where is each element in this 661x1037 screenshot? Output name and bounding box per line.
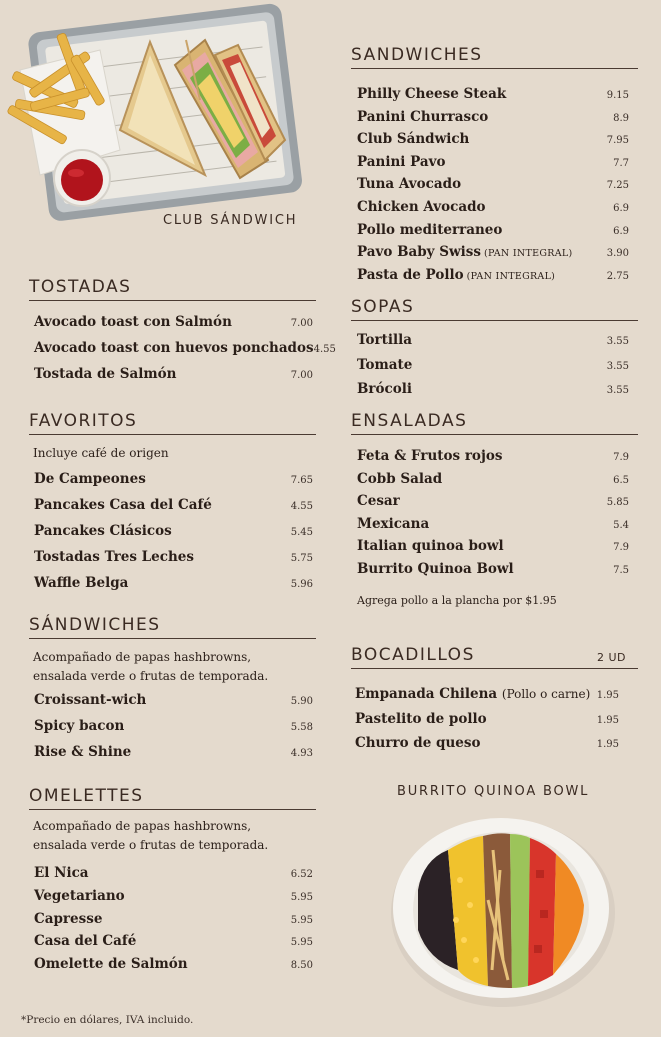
sandwiches-es-title: SÁNDWICHES (29, 615, 161, 635)
item-name: Philly Cheese Steak (357, 86, 507, 102)
item-name: Cobb Salad (357, 470, 443, 487)
item-name: El Nica (34, 865, 89, 881)
item-name: Panini Churrasco (357, 108, 489, 125)
item-name: Chicken Avocado (357, 198, 486, 215)
list-item (34, 692, 313, 718)
list-item (357, 471, 629, 494)
item-name: Brócoli (357, 381, 413, 397)
list-item (357, 176, 629, 199)
desc-line: ensalada verde o frutas de temporada. (33, 838, 269, 852)
item-name: Panini Pavo (357, 153, 446, 170)
item-note: (PAN INTEGRAL) (483, 248, 573, 260)
bocadillos-list (355, 686, 619, 760)
ensaladas-note: Agrega pollo a la plancha por $1.95 (357, 594, 557, 607)
item-price: 4.93 (290, 748, 313, 759)
item-price: 5.95 (290, 891, 313, 903)
list-item (357, 538, 629, 561)
item-name: Pastelito de pollo (355, 710, 487, 727)
burrito-bowl-photo (388, 810, 618, 1010)
item-price: 3.55 (606, 336, 629, 347)
item-name: Burrito Quinoa Bowl (357, 560, 514, 577)
item-price: 9.15 (606, 90, 629, 101)
sandwiches-list (357, 86, 629, 289)
item-price: 7.25 (606, 180, 629, 192)
item-name: Tuna Avocado (357, 176, 462, 193)
item-name: Capresse (34, 910, 103, 927)
item-name: Mexicana (357, 515, 430, 532)
club-sandwich-photo (0, 0, 310, 230)
list-item (34, 523, 313, 549)
sandwiches-es-list (34, 692, 313, 770)
list-item (357, 448, 629, 471)
item-price: 7.9 (613, 452, 629, 463)
item-price: 2.75 (606, 270, 629, 282)
list-item (357, 109, 629, 132)
item-price: 6.9 (613, 225, 629, 237)
item-name: Pollo mediterraneo (357, 221, 503, 238)
item-price: 4.55 (290, 501, 313, 512)
omelettes-desc (33, 817, 268, 855)
list-item (34, 366, 313, 392)
favoritos-desc: Incluye café de origen (33, 446, 169, 460)
item-sub: (Pollo o carne) (501, 687, 591, 701)
burrito-bowl-caption: BURRITO QUINOA BOWL (397, 784, 590, 799)
sandwiches-es-desc (33, 648, 268, 686)
item-name: Club Sándwich (357, 131, 470, 148)
item-name: Waffle Belga (34, 575, 129, 591)
item-price: 7.00 (290, 318, 313, 329)
item-price: 8.50 (290, 960, 313, 972)
favoritos-title: FAVORITOS (29, 411, 138, 431)
tostadas-title: TOSTADAS (29, 277, 132, 297)
list-item (357, 154, 629, 177)
item-name: Rise & Shine (34, 744, 132, 760)
list-item (355, 711, 619, 736)
list-item (355, 735, 619, 760)
list-item (34, 911, 313, 934)
omelettes-list (34, 865, 313, 979)
item-price: 6.52 (290, 869, 313, 880)
omelettes-title: OMELETTES (29, 786, 144, 806)
item-price: 5.96 (290, 579, 313, 590)
item-name: Tomate (357, 356, 413, 373)
list-item (357, 222, 629, 245)
ensaladas-list (357, 448, 629, 584)
item-note: (PAN INTEGRAL) (466, 270, 556, 282)
item-price: 6.5 (613, 474, 629, 486)
list-item (34, 340, 336, 366)
section-title-sopas (351, 297, 638, 321)
list-item (357, 131, 629, 154)
item-name: Vegetariano (34, 887, 125, 904)
list-item (34, 314, 313, 340)
item-name: Pavo Baby Swiss (PAN INTEGRAL) (357, 244, 573, 261)
item-price: 1.95 (596, 739, 619, 750)
item-name: Pancakes Casa del Café (34, 497, 212, 513)
list-item (357, 244, 629, 267)
item-price: 5.58 (290, 722, 313, 733)
item-price: 5.85 (606, 497, 629, 509)
tostadas-list (34, 314, 336, 392)
item-name: Churro de queso (355, 735, 481, 751)
list-item (34, 744, 313, 770)
list-item (357, 516, 629, 539)
list-item (34, 575, 313, 601)
section-title-ensaladas (351, 411, 638, 435)
desc-line: Acompañado de papas hashbrowns, (33, 819, 252, 833)
list-item (34, 865, 313, 888)
item-name: Pancakes Clásicos (34, 523, 172, 539)
section-title-bocadillos (351, 645, 638, 669)
section-title-tostadas (29, 277, 316, 301)
list-item (357, 493, 629, 516)
item-price: 4.55 (313, 344, 336, 355)
bocadillos-title: BOCADILLOS (351, 645, 475, 665)
sopas-title: SOPAS (351, 297, 415, 317)
item-name: Spicy bacon (34, 718, 125, 734)
item-price: 7.5 (613, 564, 629, 576)
item-name: Croissant-wich (34, 692, 147, 708)
item-price: 5.90 (290, 696, 313, 707)
list-item (34, 497, 313, 523)
item-price: 5.75 (290, 553, 313, 564)
club-sandwich-caption: CLUB SÁNDWICH (163, 213, 298, 228)
list-item (34, 718, 313, 744)
item-name: Pasta de Pollo (PAN INTEGRAL) (357, 266, 556, 283)
list-item (357, 332, 629, 357)
list-item (34, 933, 313, 956)
list-item (355, 686, 619, 711)
item-name: Avocado toast con huevos ponchados (34, 340, 314, 356)
item-name: Tortilla (357, 332, 412, 348)
desc-line: ensalada verde o frutas de temporada. (33, 669, 269, 683)
item-name: Tostadas Tres Leches (34, 549, 194, 565)
item-name: Casa del Café (34, 933, 137, 950)
list-item (357, 561, 629, 584)
item-price: 1.95 (596, 690, 619, 701)
item-price: 7.9 (613, 542, 629, 554)
list-item (357, 86, 629, 109)
desc-line: Acompañado de papas hashbrowns, (33, 650, 252, 664)
list-item (34, 549, 313, 575)
item-price: 6.9 (613, 202, 629, 214)
section-title-sandwiches (351, 45, 638, 69)
item-price: 7.95 (606, 135, 629, 147)
item-name: Feta & Frutos rojos (357, 448, 503, 464)
list-item (357, 199, 629, 222)
item-price: 7.7 (613, 157, 629, 169)
item-price: 3.55 (606, 360, 629, 372)
favoritos-list (34, 471, 313, 601)
list-item (34, 471, 313, 497)
item-price: 7.65 (290, 475, 313, 486)
item-price: 3.55 (606, 385, 629, 396)
item-price: 7.00 (290, 370, 313, 381)
section-title-favoritos (29, 411, 316, 435)
item-price: 5.95 (290, 914, 313, 926)
item-name: Cesar (357, 493, 400, 510)
sopas-list (357, 332, 629, 406)
item-name: Empanada Chilena (Pollo o carne) (355, 686, 591, 702)
sandwiches-title: SANDWICHES (351, 45, 483, 65)
price-footnote: *Precio en dólares, IVA incluido. (21, 1014, 194, 1026)
list-item (34, 956, 313, 979)
item-price: 1.95 (596, 714, 619, 726)
list-item (357, 267, 629, 290)
item-name: Italian quinoa bowl (357, 538, 504, 555)
item-price: 8.9 (613, 112, 629, 124)
item-price: 5.4 (613, 519, 629, 531)
item-price: 5.45 (290, 527, 313, 538)
item-name: Avocado toast con Salmón (34, 314, 232, 330)
item-name: Omelette de Salmón (34, 956, 188, 973)
list-item (357, 357, 629, 382)
section-title-omelettes (29, 786, 316, 810)
ensaladas-title: ENSALADAS (351, 411, 468, 431)
item-price: 5.95 (290, 937, 313, 949)
bocadillos-units: 2 UD (596, 651, 626, 664)
list-item (357, 381, 629, 406)
list-item (34, 888, 313, 911)
item-price: 3.90 (606, 248, 629, 260)
item-name: De Campeones (34, 471, 146, 487)
item-name: Tostada de Salmón (34, 366, 177, 382)
section-title-sandwiches-es (29, 615, 316, 639)
